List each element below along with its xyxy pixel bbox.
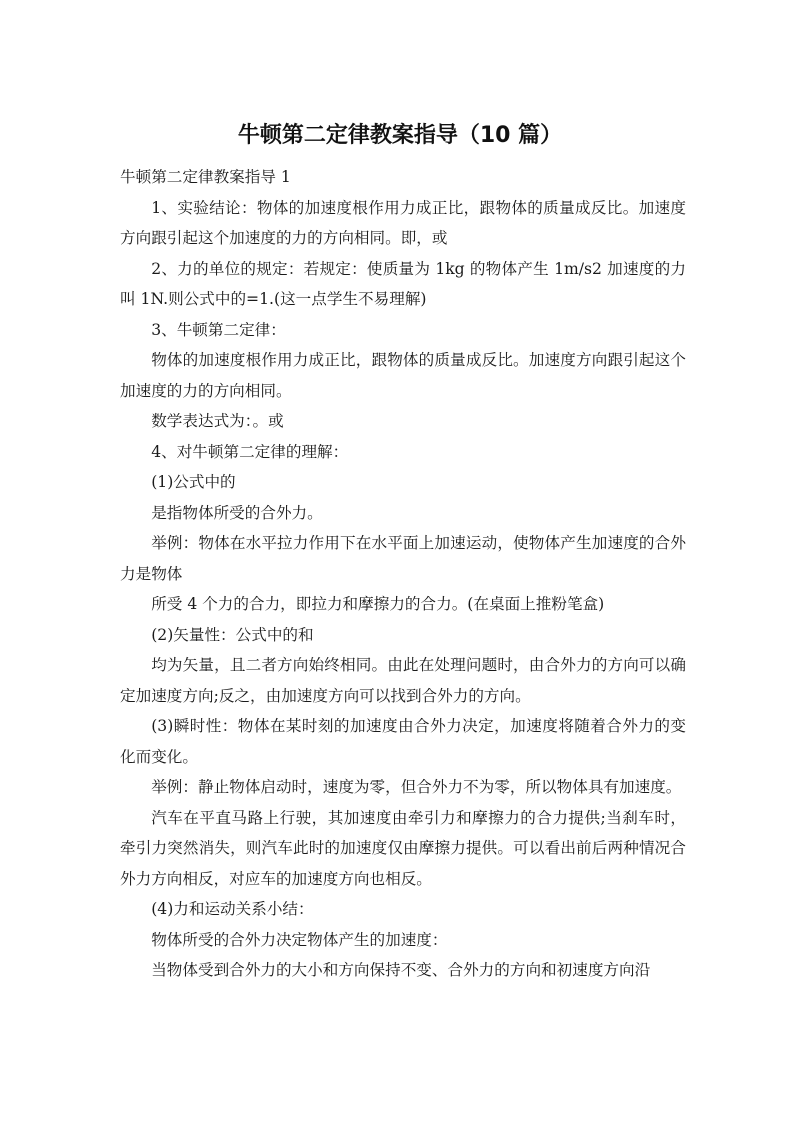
paragraph: 所受 4 个力的合力，即拉力和摩擦力的合力。(在桌面上推粉笔盒) [151,595,605,613]
document-title: 牛顿第二定律教案指导（10 篇） [237,123,563,148]
paragraph: 汽车在平直马路上行驶，其加速度由牵引力和摩擦力的合力提供;当刹车时，牵引力突然消失，则汽车此时的加速度仅由摩擦力提供。可以看出前后两种情况合外力方向相反，对应车的加速度方向也相反。 [120,808,686,888]
document-body [120,162,686,986]
paragraph: 2、力的单位的规定：若规定：使质量为 1kg 的物体产生 1m/s2 加速度的力叫 1N.则公式中的=1.(这一点学生不易理解) [120,259,686,308]
paragraph: 4、对牛顿第二定律的理解： [151,442,349,461]
paragraph: 数学表达式为：。或 [151,412,284,430]
paragraph: 1、实验结论：物体的加速度根作用力成正比，跟物体的质量成反比。加速度方向跟引起这个加速度的力的方向相同。即，或 [120,198,686,247]
paragraph: (3)瞬时性：物体在某时刻的加速度由合外力决定，加速度将随着合外力的变化而变化。 [120,717,686,766]
paragraph: 物体的加速度根作用力成正比，跟物体的质量成反比。加速度方向跟引起这个加速度的力的方向相同。 [120,351,686,400]
paragraph: (1)公式中的 [151,473,236,491]
paragraph: 均为矢量，且二者方向始终相同。由此在处理问题时，由合外力的方向可以确定加速度方向;反之，由加速度方向可以找到合外力的方向。 [120,656,686,705]
paragraph: 物体所受的合外力决定物体产生的加速度： [151,930,448,949]
paragraph: 当物体受到合外力的大小和方向保持不变、合外力的方向和初速度方向沿 [151,961,651,979]
paragraph: 3、牛顿第二定律： [151,320,286,339]
paragraph: (4)力和运动关系小结： [151,900,314,918]
subtitle-paragraph: 牛顿第二定律教案指导 1 [120,168,291,186]
paragraph: 举例：静止物体启动时，速度为零，但合外力不为零，所以物体具有加速度。 [151,778,682,796]
paragraph: 举例：物体在水平拉力作用下在水平面上加速运动，使物体产生加速度的合外力是物体 [120,534,686,583]
paragraph: 是指物体所受的合外力。 [151,503,323,522]
paragraph: (2)矢量性：公式中的和 [151,625,314,644]
